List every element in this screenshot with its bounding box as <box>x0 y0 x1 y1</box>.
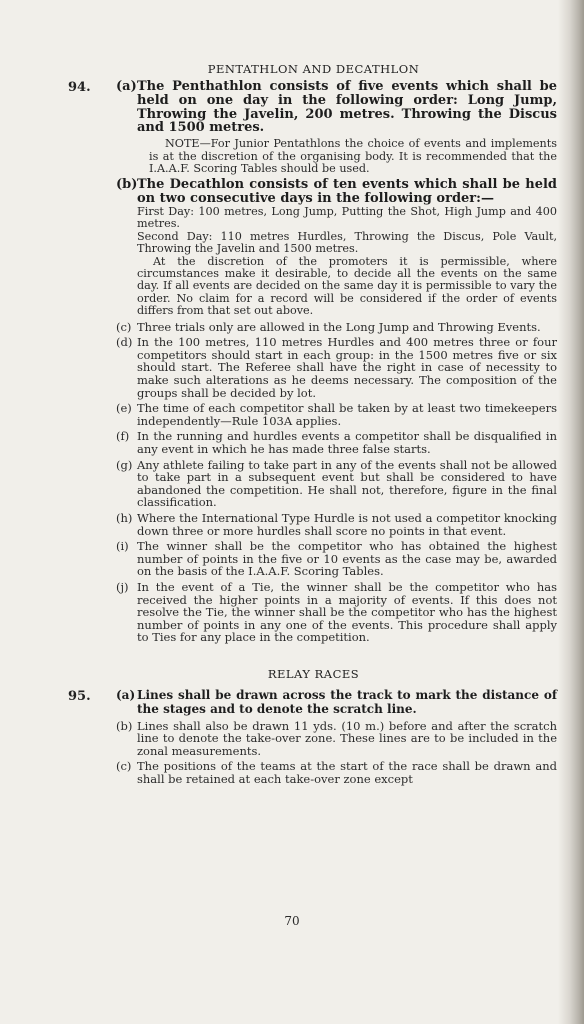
note-junior-pentathlon <box>70 138 557 175</box>
item-label: (c) <box>116 759 132 774</box>
item-94f <box>70 430 557 455</box>
item-label: (c) <box>116 319 132 334</box>
page-number: 70 <box>284 914 300 928</box>
item-label: (a) <box>116 687 136 702</box>
rule-95 <box>70 689 557 786</box>
item-text: The Decathlon consists of ten events which shall be held on two consecutive days in the following order:— <box>137 177 557 207</box>
discretion-paragraph: At the discretion of the promoters it is permissible, where circumstances make it desirable, to decide all the events on the same day. If all events are decided on the same day it is permissible to vary the order. No claim for a record will be considered if the order of events differs from that set out above. <box>137 254 557 318</box>
first-day-text: First Day: 100 metres, Long Jump, Putting the Shot, High Jump and 400 metres. <box>137 205 557 231</box>
item-text: Any athlete failing to take part in any of the events shall not be allowed to take part in a subsequent event but shall be considered to have abandoned the competition. He shall not, therefore, figure in the final classification. <box>137 457 557 510</box>
item-text: In the 100 metres, 110 metres Hurdles and 400 metres three or four competitors should start in each group: in the 1500 metres five or six should start. The Referee shall have the right in case of necessity to make such alterations as he deems necessary. The composition of the groups shall be decided by lot. <box>137 335 557 400</box>
item-label: (j) <box>116 579 129 594</box>
section-heading-pentathlon: PENTATHLON AND DECATHLON <box>207 62 420 76</box>
item-94h <box>70 512 557 537</box>
item-text: Lines shall also be drawn 11 yds. (10 m.) before and after the scratch line to denote the take-over zone. These lines are to be included in the zonal measurements. <box>137 718 557 758</box>
rule-number: 94. <box>68 80 91 95</box>
note-text: NOTE—For Junior Pentathlons the choice of events and implements is at the discretion of the organising body. It is recommended that the I.A.A.F. Scoring Tables should be used. <box>149 137 557 175</box>
item-94a <box>70 80 557 135</box>
item-text: The time of each competitor shall be taken by at least two timekeepers independently—Rule 103A applies. <box>137 401 557 428</box>
item-label: (d) <box>116 335 133 350</box>
item-94j <box>70 581 557 644</box>
item-94i <box>70 540 557 578</box>
item-label: (e) <box>116 401 132 416</box>
item-label: (a) <box>116 79 137 94</box>
item-text: Three trials only are allowed in the Long Jump and Throwing Events. <box>137 319 541 334</box>
item-label: (g) <box>116 457 133 472</box>
item-label: (h) <box>116 510 133 525</box>
item-94c <box>70 321 557 334</box>
item-text: Where the International Type Hurdle is not used a competitor knocking down three or more hurdles shall score no points in that event. <box>137 510 557 538</box>
item-94b <box>70 178 557 206</box>
rule-94 <box>70 80 557 644</box>
item-text: The Penthathlon consists of five events which shall be held on one day in the following order: Long Jump, Throwing the Javelin, 200 metres. Throwing the Discus and 1500 metres. <box>137 79 557 136</box>
item-text: In the running and hurdles events a competitor shall be disqualified in any event in which he has made three false starts. <box>137 429 557 456</box>
item-text: The winner shall be the competitor who has obtained the highest number of points in the five or 10 events as the case may be, awarded on the basis of the I.A.A.F. Scoring Tables. <box>137 539 557 579</box>
book-spine-shadow <box>558 0 584 1024</box>
item-label: (i) <box>116 539 129 554</box>
item-95a <box>70 689 557 717</box>
item-95b <box>70 720 557 758</box>
item-94g <box>70 459 557 509</box>
item-text: Lines shall be drawn across the track to mark the distance of the stages and to denote the scratch line. <box>137 687 557 716</box>
item-text: In the event of a Tie, the winner shall be the competitor who has received the higher points in a majority of events. If this does not resolve the Tie, the winner shall be the competitor who has the highest number of points in any one of the events. This procedure shall apply to Ties for any place in the competition. <box>137 579 557 645</box>
item-label: (b) <box>116 718 133 733</box>
item-94d <box>70 336 557 399</box>
decathlon-days <box>70 206 557 318</box>
item-text: The positions of the teams at the start of the race shall be drawn and shall be retained at each take-over zone except <box>137 759 557 786</box>
rule-number: 95. <box>68 688 91 704</box>
section-spacer <box>70 647 557 667</box>
item-label: (f) <box>116 429 130 444</box>
item-label: (b) <box>116 177 138 193</box>
section-heading-relay: RELAY RACES <box>267 666 360 681</box>
item-94e <box>70 402 557 427</box>
item-95c <box>70 760 557 785</box>
second-day-text: Second Day: 110 metres Hurdles, Throwing the Discus, Pole Vault, Throwing the Javelin and 1500 metres. <box>137 229 557 256</box>
page-content <box>70 62 557 788</box>
